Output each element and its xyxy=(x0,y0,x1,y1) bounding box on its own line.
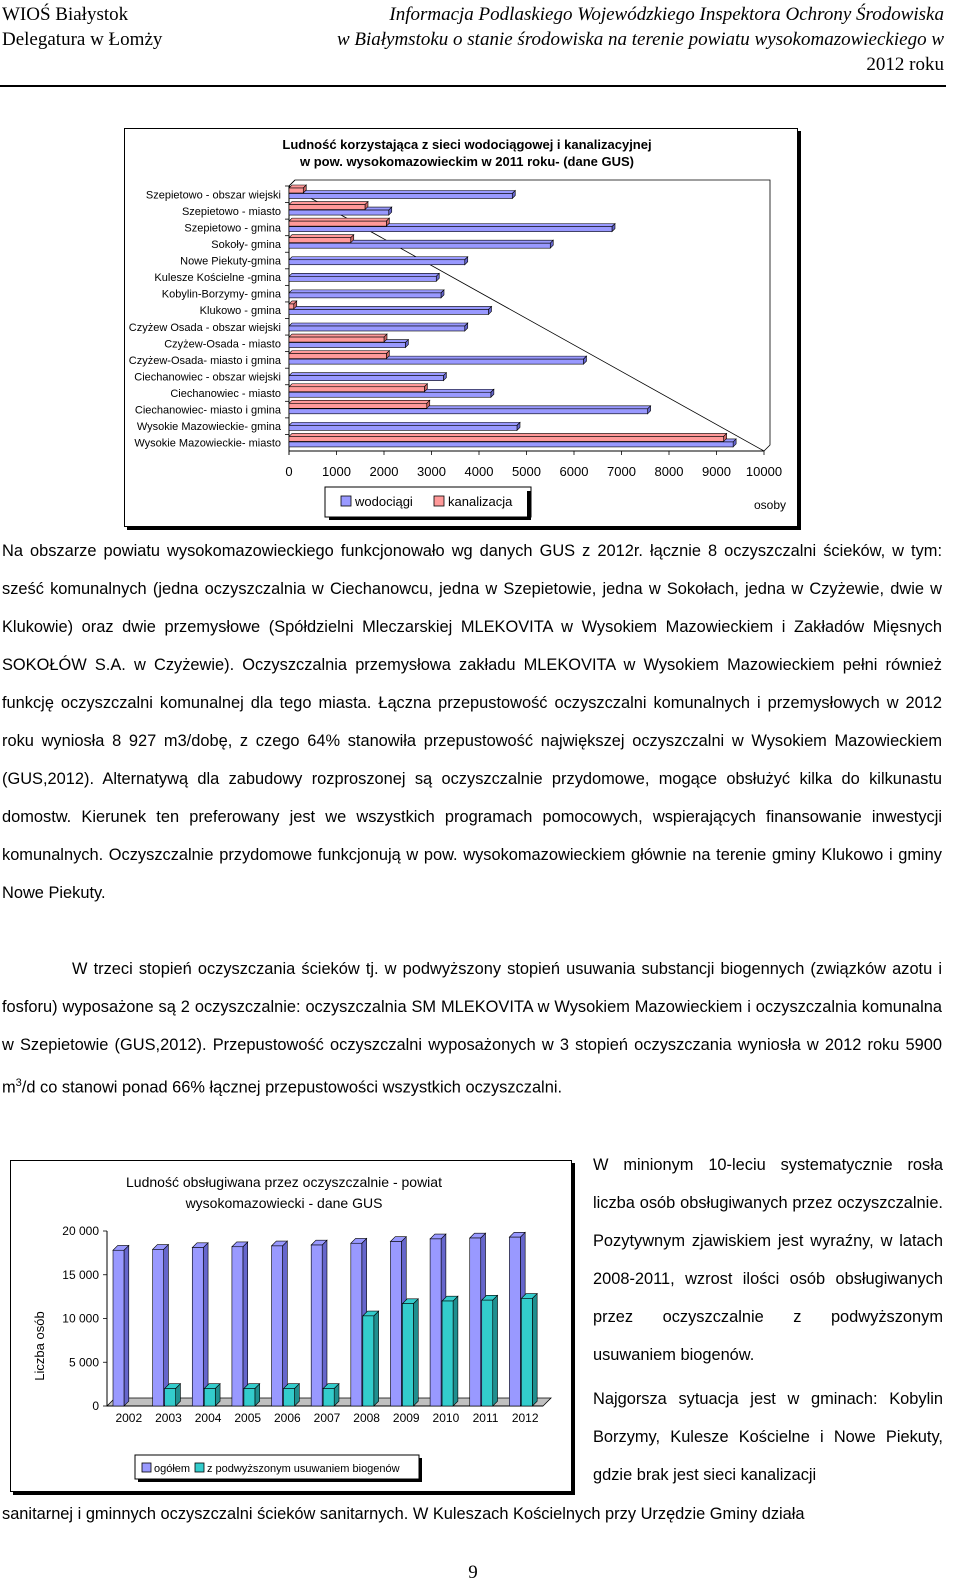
chart1-bar-top xyxy=(289,334,387,337)
chart2-column-ogolem-2006 xyxy=(272,1246,283,1406)
legend-swatch-biogeny xyxy=(195,1463,204,1472)
header-title-line3: 2012 roku xyxy=(866,54,944,75)
chart2-column-side xyxy=(413,1299,418,1406)
chart1-x-tick-label-5000: 5000 xyxy=(512,464,541,479)
chart1-bar-top xyxy=(289,202,368,205)
chart1-bar-kanalizacja-sokoly-gmina xyxy=(289,238,351,243)
chart2-title-line2: wysokomazowiecki - dane GUS xyxy=(185,1195,383,1211)
chart1-category-label-ciechanowiec-miasto-i-gmina: Ciechanowiec- miasto i gmina xyxy=(134,404,281,417)
chart1-legend-shadow-b xyxy=(329,517,531,520)
chart2-column-side xyxy=(243,1242,248,1406)
chart2-column-ogolem-2009 xyxy=(390,1242,401,1407)
chart1-category-label-sokoly-gmina: Sokoły- gmina xyxy=(211,238,281,251)
chart2-column-ogolem-2003 xyxy=(153,1249,164,1406)
chart1-bar-wodociagi-ciechanowiec-obszar-wiejski xyxy=(289,376,443,381)
chart1-x-tick-label-1000: 1000 xyxy=(322,464,351,479)
chart2-category-label-2007: 2007 xyxy=(313,1411,341,1425)
chart1-category-label-ciechanowiec-miasto: Ciechanowiec - miasto xyxy=(170,388,281,401)
chart2-category-label-2005: 2005 xyxy=(234,1411,262,1425)
chart2-legend xyxy=(135,1455,422,1482)
chart2-column-z-podwyzszonym-usuwaniem-biogenow-2010 xyxy=(442,1301,453,1406)
chart2-column-ogolem-2004 xyxy=(192,1248,203,1406)
chart2-column-ogolem-2010 xyxy=(430,1239,441,1406)
chart1-bar-kanalizacja-klukowo-gmina xyxy=(289,304,294,309)
legend-swatch-ogolem xyxy=(142,1463,151,1472)
legend-label-biogeny: z podwyższonym usuwaniem biogenów xyxy=(207,1463,400,1475)
chart2-y-tick-label-5-000: 5 000 xyxy=(68,1355,99,1370)
chart1-x-tick-label-9000: 9000 xyxy=(702,464,731,479)
chart2-column-ogolem-2005 xyxy=(232,1247,243,1406)
chart1-bar-top xyxy=(289,433,727,436)
chart2-column-side xyxy=(164,1245,169,1406)
chart1-bar-kanalizacja-czyzew-osada-miasto xyxy=(289,337,384,342)
chart2-column-side xyxy=(453,1296,458,1406)
chart2-column-side xyxy=(493,1295,498,1406)
chart1-x-tick-label-3000: 3000 xyxy=(417,464,446,479)
chart1-bar-wodociagi-kobylin-borzymy-gmina xyxy=(289,293,441,298)
chart1-bar-top xyxy=(289,290,444,293)
chart1-category-label-kobylin-borzymy-gmina: Kobylin-Borzymy- gmina xyxy=(161,288,281,301)
chart2-column-side xyxy=(283,1241,288,1406)
chart1-category-label-wysokie-mazowieckie-gmina: Wysokie Mazowieckie- gmina xyxy=(136,421,281,434)
chart1-x-tick-label-0: 0 xyxy=(285,464,293,479)
chart2-column-side xyxy=(532,1294,537,1406)
legend-label-wodociagi: wodociągi xyxy=(355,494,413,509)
chart1-bar-kanalizacja-szepietowo-miasto xyxy=(289,205,365,210)
legend-label-ogolem: ogółem xyxy=(154,1463,191,1475)
chart1-x-tick-label-10000: 10000 xyxy=(745,464,783,479)
chart1-bar-top xyxy=(289,400,430,403)
chart1-x-tick-label-4000: 4000 xyxy=(464,464,494,479)
chart2-category-label-2009: 2009 xyxy=(392,1411,420,1425)
chart2-column-ogolem-2011 xyxy=(470,1238,481,1406)
chart1-bar-top xyxy=(289,306,492,309)
chart1-bar-kanalizacja-szepietowo-obszar-wiejski xyxy=(289,188,303,193)
legend-label-kanalizacja: kanalizacja xyxy=(448,494,513,509)
header-org-line2: Delegatura w Łomży xyxy=(2,29,163,50)
chart1-bar-kanalizacja-ciechanowiec-miasto-i-gmina xyxy=(289,403,427,408)
chart1-bar-wodociagi-ciechanowiec-miasto-i-gmina xyxy=(289,409,648,414)
chart2-column-z-podwyzszonym-usuwaniem-biogenow-2011 xyxy=(482,1300,493,1406)
chart1-category-label-kulesze-koscielne-gmina: Kulesze Kościelne -gmina xyxy=(154,272,281,285)
chart1-bar-wodociagi-szepietowo-obszar-wiejski xyxy=(289,194,512,199)
chart1-x-tick-label-6000: 6000 xyxy=(559,464,589,479)
chart2-column-side xyxy=(322,1240,327,1406)
chart1-category-label-szepietowo-gmina: Szepietowo - gmina xyxy=(184,222,281,235)
chart2-column-z-podwyzszonym-usuwaniem-biogenow-2012 xyxy=(521,1298,532,1406)
chart2-column-ogolem-2002 xyxy=(113,1250,124,1406)
chart-population-served xyxy=(10,1160,572,1492)
chart1-legend xyxy=(325,487,531,520)
chart1-bar-top xyxy=(289,422,520,425)
chart2-legend-shadow-b xyxy=(138,1479,422,1482)
chart1-x-axis-label: osoby xyxy=(753,498,787,512)
chart1-category-label-nowe-piekuty-gmina: Nowe Piekuty-gmina xyxy=(180,255,281,268)
chart2-category-label-2004: 2004 xyxy=(194,1411,222,1425)
chart1-x-tick-label-7000: 7000 xyxy=(607,464,636,479)
chart1-title-line2: w pow. wysokomazowieckim w 2011 roku- (dane GUS) xyxy=(299,154,635,169)
chart2-title-line1: Ludność obsługiwana przez oczyszczalnie - powiat xyxy=(126,1174,442,1190)
chart1-bar-wodociagi-szepietowo-gmina xyxy=(289,227,612,232)
chart2-column-z-podwyzszonym-usuwaniem-biogenow-2004 xyxy=(204,1389,215,1407)
legend-swatch-kanalizacja xyxy=(434,496,444,506)
header-title-line2: w Białymstoku o stanie środowiska na terenie powiatu wysokomazowieckiego w xyxy=(336,29,944,50)
chart1-bar-top xyxy=(289,373,446,376)
paragraph2-text-a: W trzeci stopień oczyszczania ścieków tj. w podwyższony stopień usuwania substancji biogennych (związków azotu i fosforu) wyposażone są 2 oczyszczalnie: oczyszczalnia SM MLEKOVITA w Wysokiem Mazowieckiem i oczyszczalnia komunalna w Szepietowie (GUS,2012). Przepustowość oczyszczalni wyposażonych w 3 stopień oczyszczania wyniosła w 2012 roku 5900 m xyxy=(2,960,942,1097)
chart1-bar-top xyxy=(289,235,354,238)
chart1-bar-wodociagi-czyzew-osada-obszar-wiejski xyxy=(289,326,465,331)
chart2-column-side xyxy=(203,1243,208,1406)
chart2-plot-area xyxy=(62,1224,551,1425)
chart2-column-ogolem-2008 xyxy=(351,1243,362,1406)
chart1-bar-wodociagi-wysokie-mazowieckie-miasto xyxy=(289,442,733,447)
chart1-bar-wodociagi-ciechanowiec-miasto xyxy=(289,392,491,397)
side-text-worst-gminy: Najgorsza sytuacja jest w gminach: Kobylin Borzymy, Kulesze Kościelne i Nowe Piekuty, gdzie brak jest sieci kanalizacji xyxy=(593,1390,943,1484)
chart1-category-label-czyzew-osada-obszar-wiejski: Czyżew Osada - obszar wiejski xyxy=(128,321,281,334)
chart2-column-z-podwyzszonym-usuwaniem-biogenow-2006 xyxy=(284,1389,295,1407)
chart2-category-label-2006: 2006 xyxy=(274,1411,301,1425)
chart2-y-axis-label: Liczba osób xyxy=(32,1311,47,1381)
chart2-y-tick-label-15-000: 15 000 xyxy=(62,1267,99,1282)
chart2-column-side xyxy=(124,1245,129,1406)
chart1-bar-kanalizacja-wysokie-mazowieckie-miasto xyxy=(289,436,724,441)
chart1-bar-top xyxy=(289,257,468,260)
chart1-category-label-szepietowo-obszar-wiejski: Szepietowo - obszar wiejski xyxy=(145,189,281,202)
chart1-bar-wodociagi-czyzew-osada-miasto xyxy=(289,343,405,348)
chart2-category-label-2011: 2011 xyxy=(472,1411,499,1425)
chart2-column-side xyxy=(374,1311,379,1406)
chart2-category-label-2012: 2012 xyxy=(511,1411,539,1425)
chart2-category-label-2010: 2010 xyxy=(432,1411,460,1425)
chart2-category-label-2002: 2002 xyxy=(115,1411,143,1425)
chart2-column-ogolem-2007 xyxy=(311,1245,322,1406)
chart2-column-z-podwyzszonym-usuwaniem-biogenow-2003 xyxy=(165,1389,176,1407)
chart1-category-label-ciechanowiec-obszar-wiejski: Ciechanowiec - obszar wiejski xyxy=(134,371,281,384)
paragraph-continuation: sanitarnej i gminnych oczyszczalni ścieków sanitarnych. W Kuleszach Kościelnych przy Urzędzie Gminy działa xyxy=(2,1505,805,1523)
chart1-bar-wodociagi-kulesze-koscielne-gmina xyxy=(289,276,436,281)
chart1-bar-top xyxy=(289,218,389,221)
chart1-bar-wodociagi-szepietowo-miasto xyxy=(289,210,389,215)
header-organization xyxy=(2,2,162,52)
header-title-line1: Informacja Podlaskiego Wojewódzkiego Inspektora Ochrony Środowiska xyxy=(389,4,944,25)
chart1-bar-wodociagi-sokoly-gmina xyxy=(289,243,550,248)
side-text-trend: W minionym 10-leciu systematycznie rosła liczba osób obsługiwanych przez oczyszczalnie. Pozytywnym zjawiskiem jest wyraźny, w latach 2008-2011, wzrost ilości osób obsługiwanych przez oczyszczalnie z podwyższonym usuwaniem biogenów. xyxy=(593,1156,943,1364)
paragraph2-text-b: /d co stanowi ponad 66% łącznej przepustowości wszystkich oczyszczalni. xyxy=(21,1078,563,1097)
chart-water-sewage-usage xyxy=(124,128,798,527)
chart2-column-z-podwyzszonym-usuwaniem-biogenow-2005 xyxy=(244,1389,255,1407)
chart2-legend-shadow-r xyxy=(419,1458,422,1482)
chart1-bar-kanalizacja-ciechanowiec-miasto xyxy=(289,387,424,392)
chart1-bar-top xyxy=(289,351,389,354)
chart1-title-line1: Ludność korzystająca z sieci wodociągowej i kanalizacyjnej xyxy=(282,137,652,152)
chart1-category-label-wysokie-mazowieckie-miasto: Wysokie Mazowieckie- miasto xyxy=(134,437,281,450)
chart1-legend-shadow-r xyxy=(527,491,531,519)
header-title xyxy=(244,2,944,77)
header-org-line1: WIOŚ Białystok xyxy=(2,4,129,25)
chart1-category-label-czyzew-osada-miasto-i-gmina: Czyżew-Osada- miasto i gmina xyxy=(128,354,281,367)
chart1-bar-top xyxy=(289,273,439,276)
paragraph2-superscript: 3 xyxy=(15,1077,22,1089)
chart2-category-label-2003: 2003 xyxy=(155,1411,182,1425)
chart2-category-label-2008: 2008 xyxy=(353,1411,380,1425)
chart1-bar-wodociagi-wysokie-mazowieckie-gmina xyxy=(289,425,517,430)
chart1-bar-top xyxy=(289,191,515,194)
chart1-plot-area xyxy=(129,180,782,479)
chart-water-sewage-svg xyxy=(125,129,797,526)
chart1-bar-wodociagi-nowe-piekuty-gmina xyxy=(289,260,465,265)
chart1-category-label-szepietowo-miasto: Szepietowo - miasto xyxy=(181,205,281,218)
chart2-y-tick-label-0: 0 xyxy=(92,1399,99,1413)
chart1-bar-top xyxy=(289,323,468,326)
header-divider xyxy=(0,85,946,87)
legend-swatch-wodociagi xyxy=(341,496,351,506)
chart1-x-tick-label-8000: 8000 xyxy=(654,464,684,479)
chart2-column-z-podwyzszonym-usuwaniem-biogenow-2007 xyxy=(323,1389,334,1407)
chart-population-served-svg xyxy=(11,1161,571,1491)
paragraph-wastewater-plants: Na obszarze powiatu wysokomazowieckiego funkcjonowało wg danych GUS z 2012r. łącznie 8 oczyszczalni ścieków, w tym: sześć komunalnych (jedna oczyszczalnia w Ciechanowcu, jedna w Szepietowie, jedna w Sokołach, jedna w Czyżewie, dwie w Klukowie) oraz dwie przemysłowe (Spółdzielni Mleczarskiej MLEKOVITA w Wysokiem Mazowieckiem i Zakładów Mięsnych SOKOŁÓW S.A. w Czyżewie). Oczyszczalnia przemysłowa zakładu MLEKOVITA w Wysokiem Mazowieckiem pełni również funkcję oczyszczalni komunalnej dla tego miasta. Łączna przepustowość oczyszczalni komunalnych i przemysłowych w 2012 roku wyniosła 8 927 m3/dobę, z czego 64% stanowiła przepustowość największej oczyszczalni w Wysokiem Mazowieckiem (GUS,2012). Alternatywą dla zabudowy rozproszonej są oczyszczalnie przydomowe, mogące obsłużyć kilka do kilkunastu domostw. Kierunek ten preferowany jest we wszystkich programach pomocowych, wspierających finansowanie inwestycji komunalnych. Oczyszczalnie przydomowe funkcjonują w pow. wysokomazowieckiem głównie na terenie gminy Klukowo i gminy Nowe Piekuty. xyxy=(2,542,942,902)
chart1-bar-kanalizacja-czyzew-osada-miasto-i-gmina xyxy=(289,354,386,359)
paragraph-third-stage-treatment xyxy=(2,950,942,1106)
chart1-bar-wodociagi-czyzew-osada-miasto-i-gmina xyxy=(289,359,584,364)
chart2-y-tick-label-20-000: 20 000 xyxy=(62,1224,99,1238)
chart1-category-label-czyzew-osada-miasto: Czyżew-Osada - miasto xyxy=(164,338,281,351)
page-number: 9 xyxy=(468,1562,478,1583)
chart2-y-tick-label-10-000: 10 000 xyxy=(62,1311,99,1326)
chart1-category-label-klukowo-gmina: Klukowo - gmina xyxy=(199,305,281,318)
chart2-column-z-podwyzszonym-usuwaniem-biogenow-2008 xyxy=(363,1316,374,1406)
chart2-column-ogolem-2012 xyxy=(509,1237,520,1406)
chart1-bar-kanalizacja-szepietowo-gmina xyxy=(289,221,386,226)
chart2-column-z-podwyzszonym-usuwaniem-biogenow-2009 xyxy=(402,1304,413,1406)
chart1-bar-wodociagi-klukowo-gmina xyxy=(289,309,489,314)
chart1-bar-top xyxy=(289,384,427,387)
chart1-x-tick-label-2000: 2000 xyxy=(369,464,399,479)
